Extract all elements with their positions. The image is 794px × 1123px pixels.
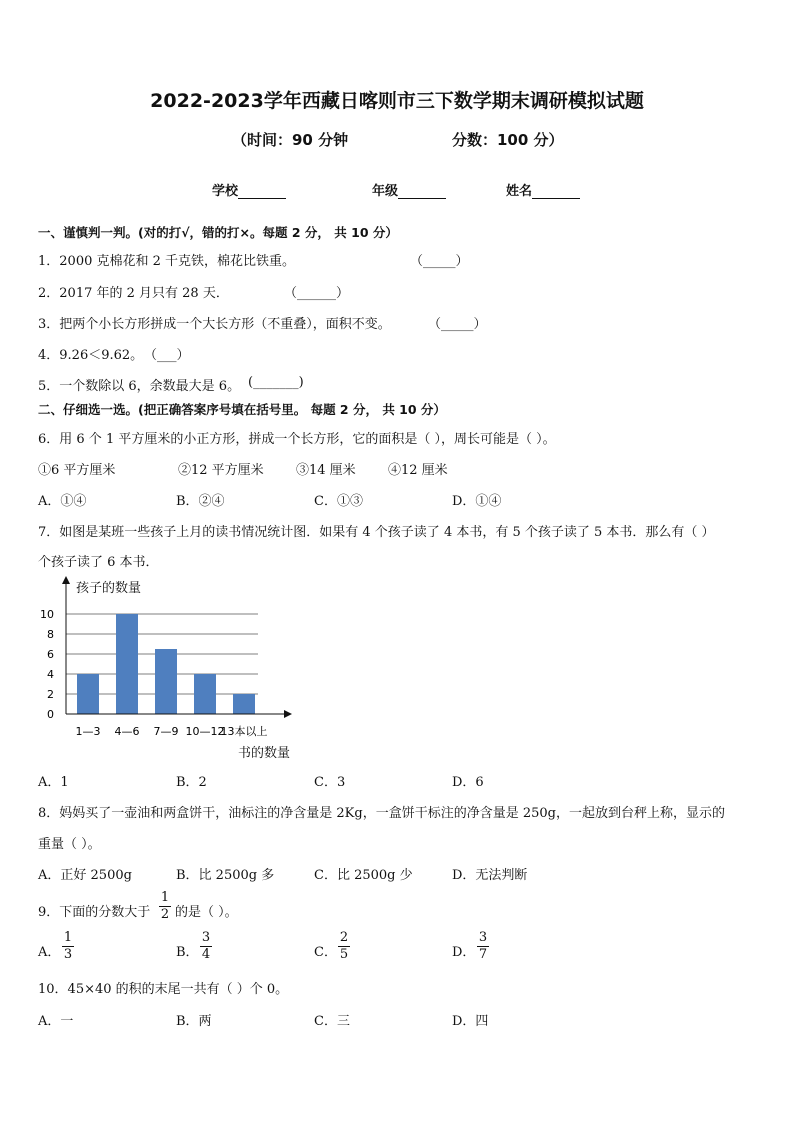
- q9-fraction-num: 1: [160, 890, 170, 905]
- question-8-line2: 重量（ ）。: [38, 837, 101, 852]
- answer-paren-5[interactable]: (_______): [248, 375, 304, 390]
- question-8-line1: 8．妈妈买了一壶油和两盒饼干，油标注的净含量是 2Kg，一盒饼干标注的净含量是 250g，一起放到台秤上称，显示的: [38, 806, 725, 821]
- school-blank[interactable]: [238, 184, 286, 199]
- q9-option-d-den: 7: [478, 947, 488, 962]
- bar: [116, 614, 138, 714]
- q9-option-c-den: 5: [339, 947, 349, 962]
- q9-option-c-fraction[interactable]: [338, 930, 350, 963]
- score-info: 分数：100 分）: [452, 131, 564, 149]
- q7-option-a[interactable]: A．1: [38, 775, 69, 790]
- y-axis-label: 孩子的数量: [76, 581, 142, 596]
- x-axis-label: 书的数量: [238, 746, 291, 761]
- q9-option-c-num: 2: [339, 930, 349, 945]
- q9-option-a-fraction[interactable]: [62, 930, 74, 963]
- grade-label: 年级: [372, 184, 399, 199]
- name-blank[interactable]: [532, 184, 580, 199]
- question-10: 10．45×40 的积的末尾一共有（ ）个 0。: [38, 982, 289, 997]
- q6-option-d[interactable]: D．①④: [452, 494, 502, 509]
- answer-paren-2[interactable]: （______）: [284, 286, 350, 301]
- question-5: 5．一个数除以 6，余数最大是 6。: [38, 379, 241, 394]
- question-4: 4．9.26＜9.62。: [38, 348, 144, 363]
- q8-option-c[interactable]: C．比 2500g 少: [314, 868, 413, 883]
- answer-paren-1[interactable]: （_____）: [410, 254, 469, 269]
- q8-option-d[interactable]: D．无法判断: [452, 868, 528, 883]
- q9-option-d-label[interactable]: D．: [452, 945, 476, 960]
- school-label: 学校: [212, 184, 239, 199]
- question-1: 1．2000 克棉花和 2 千克铁，棉花比铁重。: [38, 254, 296, 269]
- q9-fraction: [159, 890, 171, 923]
- q8-option-b[interactable]: B．比 2500g 多: [176, 868, 275, 883]
- page-title: 2022-2023学年西藏日喀则市三下数学期末调研模拟试题: [150, 90, 644, 112]
- q7-option-b[interactable]: B．2: [176, 775, 207, 790]
- grade-field: [372, 180, 446, 199]
- question-2: 2．2017 年的 2 月只有 28 天．: [38, 286, 229, 301]
- q7-option-c[interactable]: C．3: [314, 775, 346, 790]
- bar: [155, 649, 177, 714]
- x-axis-arrow-icon: [284, 710, 292, 718]
- y-tick-label: 8: [47, 628, 54, 641]
- x-tick-label: 7—9: [153, 725, 179, 738]
- q9-option-b-label[interactable]: B．: [176, 945, 199, 960]
- q9-option-b-num: 3: [201, 930, 211, 945]
- q9-option-b-den: 4: [201, 947, 211, 962]
- chart-bars: [77, 614, 255, 714]
- q6-option-c[interactable]: C．①③: [314, 494, 363, 509]
- section1-heading: 一、谨慎判一判。(对的打√，错的打×。每题 2 分， 共 10 分）: [38, 225, 398, 240]
- q6-item-4: ④12 厘米: [388, 463, 448, 478]
- y-axis-arrow-icon: [62, 576, 70, 584]
- x-tick-label: 13本以上: [220, 725, 268, 738]
- question-7-line1: 7．如图是某班一些孩子上月的读书情况统计图．如果有 4 个孩子读了 4 本书，有 5 个孩子读了 5 本书．那么有（ ）: [38, 525, 715, 540]
- name-label: 姓名: [506, 184, 533, 199]
- y-tick-label: 10: [40, 608, 54, 621]
- x-tick-label: 1—3: [75, 725, 101, 738]
- y-tick-label: 2: [47, 688, 54, 701]
- time-info: （时间：90 分钟: [232, 131, 349, 149]
- q9-option-c-label[interactable]: C．: [314, 945, 337, 960]
- question-7-line2: 个孩子读了 6 本书．: [38, 555, 159, 570]
- reading-bar-chart: [30, 574, 310, 764]
- q10-option-b[interactable]: B．两: [176, 1014, 212, 1029]
- q9-fraction-den: 2: [160, 907, 170, 922]
- q9-option-a-den: 3: [63, 947, 73, 962]
- x-tick-label: 10—12: [185, 725, 225, 738]
- question-3: 3．把两个小长方形拼成一个大长方形（不重叠），面积不变。: [38, 317, 391, 332]
- y-tick-labels: [40, 608, 54, 721]
- q6-item-1: ①6 平方厘米: [38, 463, 116, 478]
- q10-option-c[interactable]: C．三: [314, 1014, 350, 1029]
- x-tick-labels: [76, 724, 268, 738]
- q6-option-a[interactable]: A．①④: [38, 494, 87, 509]
- bar: [233, 694, 255, 714]
- q9-option-a-num: 1: [63, 930, 73, 945]
- q8-option-a[interactable]: A．正好 2500g: [38, 868, 132, 883]
- bar: [194, 674, 216, 714]
- q10-option-a[interactable]: A．一: [38, 1014, 74, 1029]
- bar: [77, 674, 99, 714]
- q9-option-b-fraction[interactable]: [200, 930, 212, 963]
- q6-option-b[interactable]: B．②④: [176, 494, 225, 509]
- q9-option-d-num: 3: [478, 930, 488, 945]
- school-field: [212, 180, 286, 199]
- name-field: [506, 180, 580, 199]
- q10-option-d[interactable]: D．四: [452, 1014, 489, 1029]
- q6-item-3: ③14 厘米: [296, 463, 356, 478]
- grade-blank[interactable]: [398, 184, 446, 199]
- answer-paren-4[interactable]: （___）: [144, 348, 190, 363]
- q9-option-d-fraction[interactable]: [477, 930, 489, 963]
- y-tick-label: 6: [47, 648, 54, 661]
- question-6: 6．用 6 个 1 平方厘米的小正方形，拼成一个长方形，它的面积是（ ），周长可能是（ ）。: [38, 432, 556, 447]
- q9-option-a-label[interactable]: A．: [38, 945, 61, 960]
- question-9-after: 的是（ ）。: [175, 905, 238, 920]
- x-tick-label: 4—6: [114, 725, 140, 738]
- answer-paren-3[interactable]: （_____）: [428, 317, 487, 332]
- q7-option-d[interactable]: D．6: [452, 775, 484, 790]
- q6-item-2: ②12 平方厘米: [178, 463, 264, 478]
- section2-heading: 二、仔细选一选。(把正确答案序号填在括号里。 每题 2 分， 共 10 分）: [38, 402, 446, 417]
- y-tick-label: 4: [47, 668, 54, 681]
- question-9-before: 9．下面的分数大于: [38, 905, 151, 920]
- y-tick-label: 0: [47, 708, 54, 721]
